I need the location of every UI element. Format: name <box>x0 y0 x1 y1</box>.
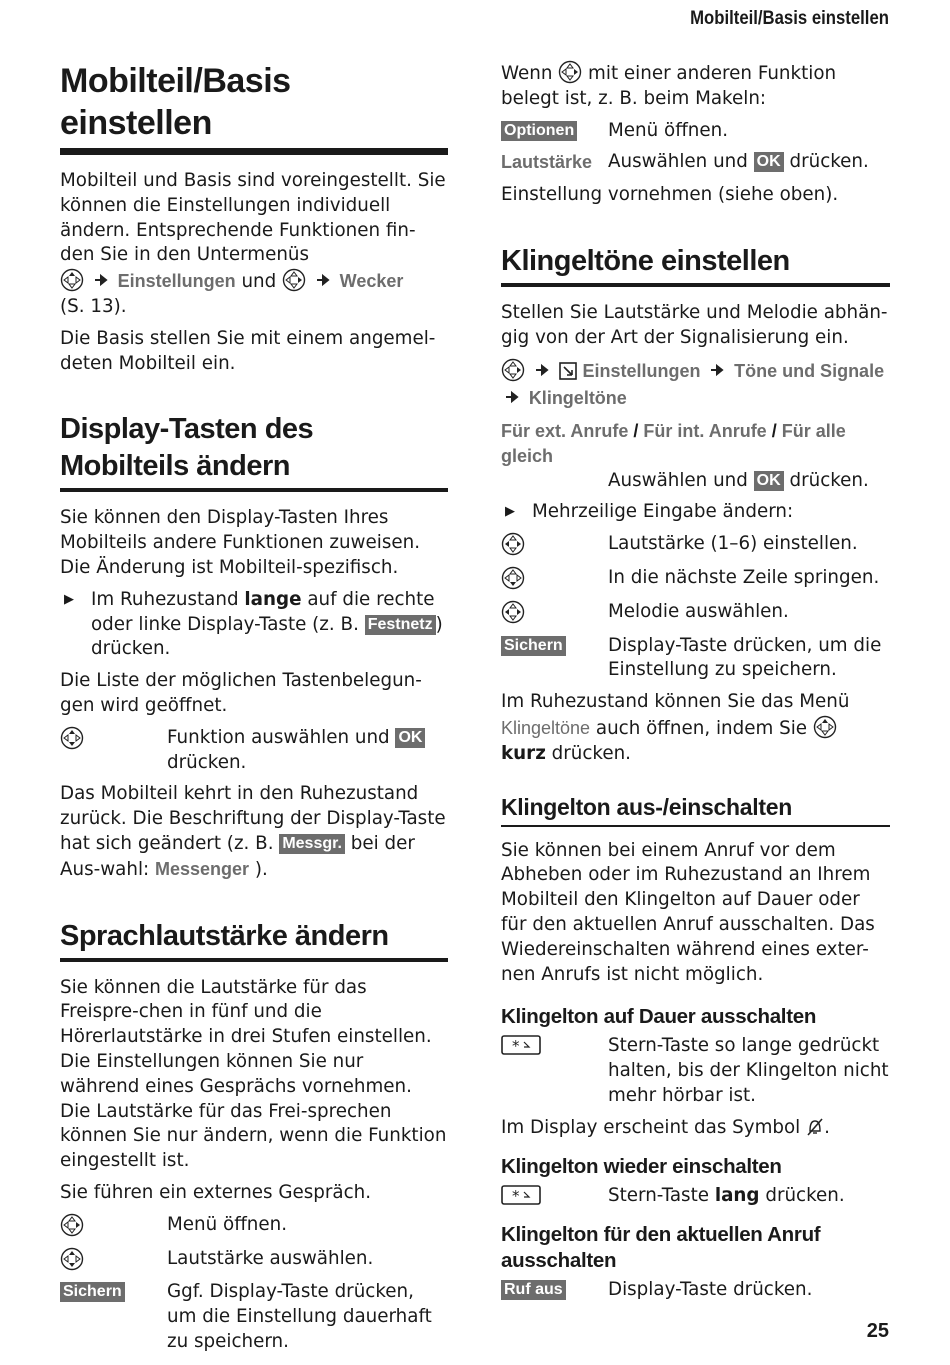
label-lautstaerke: Lautstärke <box>501 152 593 173</box>
key-row-ruf-aus: Ruf aus Display-Taste drücken. <box>501 1278 890 1303</box>
key-row-lautstaerke-16: Lautstärke (1–6) einstellen. <box>501 532 890 559</box>
symbol-paragraph: Im Display erscheint das Symbol . <box>501 1116 830 1138</box>
arrow-right-icon <box>94 273 108 287</box>
arrow-right-icon <box>535 363 549 377</box>
nav-key-leftright-icon <box>501 532 525 556</box>
call-type-options: Für ext. Anrufe / Für int. Anrufe / Für alle gleich <box>501 420 846 466</box>
bullet-item <box>60 588 448 662</box>
right-column <box>501 60 890 1310</box>
svg-text:*: * <box>512 1186 520 1205</box>
menu-klingeltoene-label: Klingeltöne <box>528 387 627 408</box>
option-int: Für int. Anrufe <box>643 420 767 441</box>
section-heading-klingeltoene: Klingeltöne einstellen <box>501 243 890 287</box>
key-row-naechste-zeile: In die nächste Zeile springen. <box>501 566 890 593</box>
display-paragraph-3: Das Mobilteil kehrt in den Ruhezustand zurück. Die Beschriftung der Display-Taste hat sich geändert (z. B. Messgr. bei der Aus-wahl: Messenger ). <box>60 783 446 880</box>
aus-ein-paragraph: Sie können bei einem Anruf vor dem Abheben oder im Ruhezustand an Ihrem Mobilteil den Klingelton auf Dauer oder für den aktuellen Anruf ausschalten. Das Wiedereinschalten während eines exter-nen Anrufs ist nicht möglich. <box>501 839 875 985</box>
ok-key: OK <box>754 471 784 491</box>
key-row-option-ok: Auswählen und OK drücken. <box>608 469 869 491</box>
left-column <box>60 60 448 1362</box>
einstellung-paragraph: Einstellung vornehmen (siehe oben). <box>501 184 839 206</box>
ok-key: OK <box>754 152 784 172</box>
softkey-messgr: Messgr. <box>279 834 345 854</box>
arrow-right-icon <box>505 390 519 404</box>
nav-key-icon <box>60 268 84 292</box>
menu-einstellungen-label: Einstellungen <box>582 360 701 381</box>
nav-key-icon <box>501 358 525 382</box>
page-reference: (S. 13). <box>60 295 127 317</box>
bullet-arrow-icon: ▶ <box>505 504 515 520</box>
bullet-text: Im Ruhezustand lange auf die rechte oder linke Display-Taste (z. B. Festnetz ) drücken. <box>91 588 443 660</box>
menu-path <box>501 358 890 412</box>
softkey-ruf-aus: Ruf aus <box>501 1280 566 1300</box>
page-number: 25 <box>866 1320 889 1342</box>
und-text: und <box>241 271 277 293</box>
option-ext: Für ext. Anrufe <box>501 420 629 441</box>
intro-paragraph-2: Die Basis stellen Sie mit einem angemel-deten Mobilteil ein. <box>60 327 436 374</box>
nav-key-icon <box>282 268 306 292</box>
sprach-paragraph-1: Sie können die Lautstärke für das Freispre-chen in fünf und die Hörerlautstärke in drei Stufen einstellen. Die Einstellungen können Sie nur während eines Gesprächs vornehmen. Die Lautstärke für das Frei-sprechen können Sie nur ändern, wenn die Funktion eingestellt ist. <box>60 976 447 1172</box>
heading-wieder-einschalten: Klingelton wieder einschalten <box>501 1154 782 1178</box>
key-row-optionen: Optionen Menü öffnen. <box>501 119 890 144</box>
ok-key: OK <box>395 728 425 748</box>
key-row-stern-dauer: * Stern-Taste so lange gedrückt halten, bis der Klingelton nicht mehr hörbar ist. <box>501 1034 890 1108</box>
arrow-right-icon <box>710 363 724 377</box>
softkey-sichern: Sichern <box>501 636 566 656</box>
heading-auf-dauer: Klingelton auf Dauer ausschalten <box>501 1005 817 1029</box>
key-row-lautstaerke: Lautstärke auswählen. <box>60 1247 448 1274</box>
menu-toene-label: Töne und Signale <box>734 360 885 381</box>
ringer-off-icon <box>806 1117 824 1137</box>
softkey-optionen: Optionen <box>501 121 577 141</box>
nav-key-updown-icon <box>60 726 84 750</box>
ruhe-paragraph: Im Ruhezustand können Sie das Menü Klingeltöne auch öffnen, indem Sie kurz drücken. <box>501 691 850 764</box>
nav-key-right-icon <box>60 1213 84 1237</box>
softkey-festnetz: Festnetz <box>365 615 436 635</box>
star-key-icon <box>501 1184 541 1206</box>
page-title: Mobilteil/Basis einstellen <box>60 60 448 155</box>
display-paragraph-2: Die Liste der möglichen Tastenbelegun-gen wird geöffnet. <box>60 670 422 716</box>
klingel-paragraph-1: Stellen Sie Lautstärke und Melodie abhän-gig von der Art der Signalisierung ein. <box>501 301 888 348</box>
nav-key-right-icon <box>558 60 582 84</box>
key-row-melodie: Melodie auswählen. <box>501 600 890 627</box>
key-row-sichern: Sichern Display-Taste drücken, um die Einstellung zu speichern. <box>501 634 890 684</box>
svg-text:*: * <box>512 1037 520 1056</box>
heading-aktueller-anruf: Klingelton für den aktuellen Anruf ausschalten <box>501 1223 821 1273</box>
arrow-right-icon <box>316 273 330 287</box>
subsection-heading-aus-ein: Klingelton aus-/einschalten <box>501 792 890 827</box>
bullet-arrow-icon: ▶ <box>64 591 74 607</box>
option-alle: Für alle gleich <box>501 420 846 466</box>
key-row-stern-lang: * Stern-Taste lang drücken. <box>501 1184 890 1210</box>
key-row-menu: Menü öffnen. <box>60 1213 448 1240</box>
star-key-icon <box>501 1034 541 1056</box>
bullet-item: ▶ Mehrzeilige Eingabe ändern: <box>501 500 890 525</box>
right-intro: Wenn mit einer anderen Funktion belegt ist, z. B. beim Makeln: <box>501 60 890 112</box>
nav-key-updown-icon <box>60 1247 84 1271</box>
key-row-lautstaerke-ok: Lautstärke Auswählen und OK drücken. <box>501 151 869 173</box>
menu-einstellungen-label: Einstellungen <box>117 271 236 292</box>
nav-key-leftright-icon <box>501 600 525 624</box>
running-header: Mobilteil/Basis einstellen <box>690 8 889 29</box>
intro-paragraph <box>60 169 448 320</box>
display-paragraph-1: Sie können den Display-Tasten Ihres Mobilteils andere Funktionen zuweisen. Die Änderung ist Mobilteil-spezifisch. <box>60 507 421 578</box>
sprach-paragraph-2: Sie führen ein externes Gespräch. <box>60 1181 372 1203</box>
menu-wecker-label: Wecker <box>339 271 404 292</box>
key-row-sichern: Sichern Ggf. Display-Taste drücken, um die Einstellung dauerhaft zu speichern. <box>60 1280 448 1354</box>
nav-key-up-icon <box>813 715 837 739</box>
section-heading-sprachlautstaerke: Sprachlautstärke ändern <box>60 918 448 962</box>
nav-key-down-icon <box>501 566 525 590</box>
label-klingeltoene: Klingeltöne <box>501 717 591 738</box>
section-heading-display-tasten: Display-Tasten des Mobilteils ändern <box>60 411 448 492</box>
intro-text: Mobilteil und Basis sind voreingestellt. Sie können die Einstellungen individuell ändern. Entsprechende Funktionen fin-den Sie in den Untermenüs <box>60 170 446 266</box>
label-messenger: Messenger <box>155 858 250 879</box>
softkey-sichern: Sichern <box>60 1282 125 1302</box>
key-row-funktion: Funktion auswählen und OK drücken. <box>60 726 448 776</box>
settings-menu-icon <box>559 362 577 380</box>
